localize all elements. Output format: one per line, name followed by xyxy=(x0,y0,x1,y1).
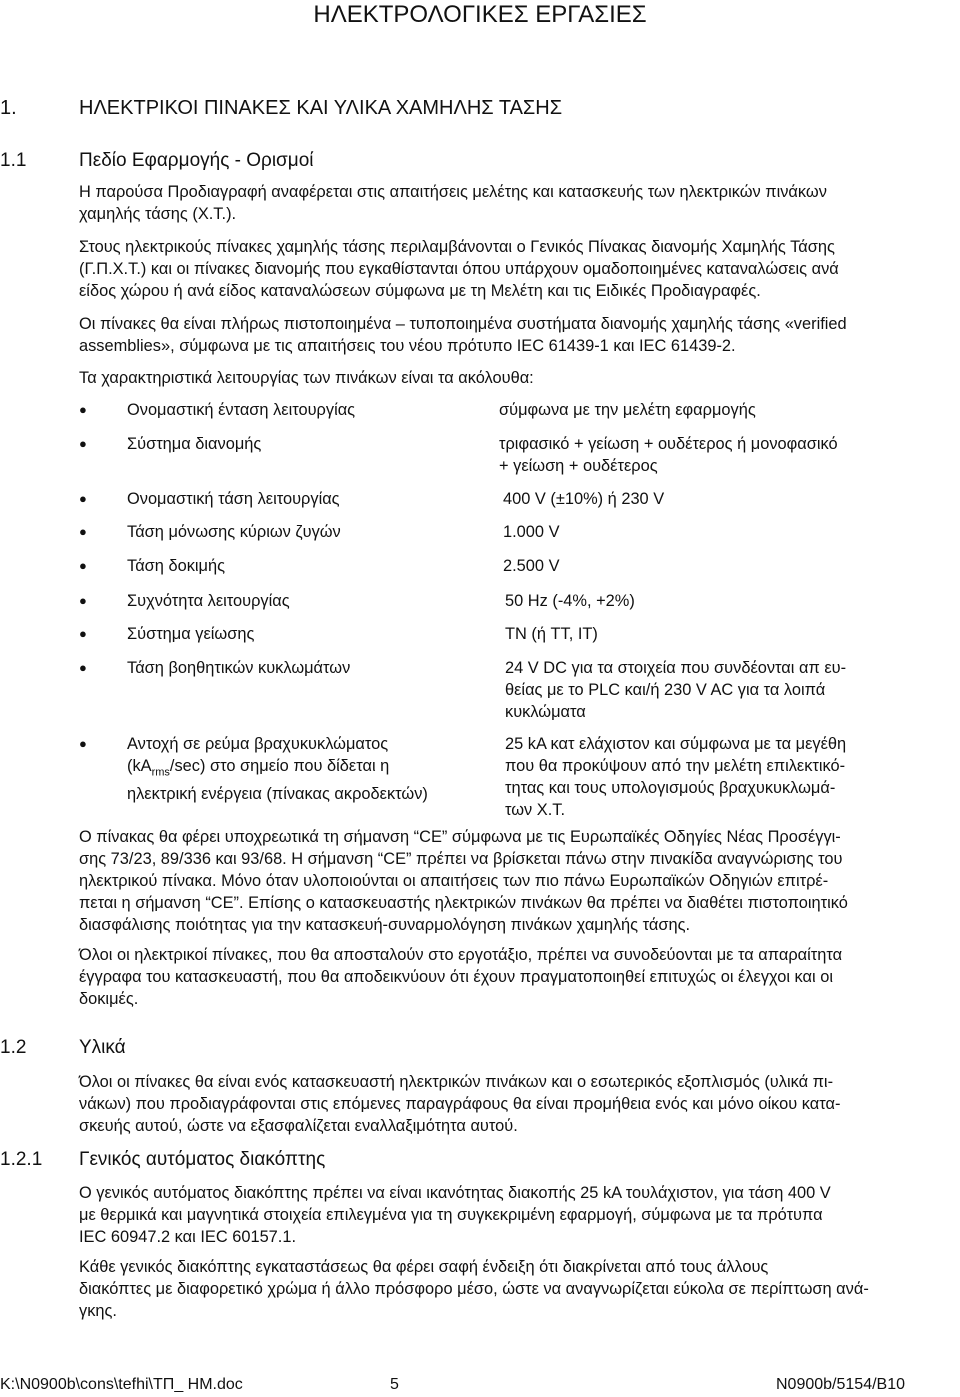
section-1-2-1-heading xyxy=(0,1147,325,1173)
spec-value xyxy=(499,433,838,477)
text-line: θείας με το PLC και/ή 230 V AC για τα λοιπά xyxy=(505,681,826,699)
text-line: τητας και τους υπολογισμούς βραχυκυκλωμά- xyxy=(505,779,836,797)
text-line: 25 kA κατ ελάχιστον και σύμφωνα με τα μεγέθη xyxy=(505,735,847,753)
text-line: νάκων) που προδιαγράφονται στις επόμενες παραγράφους θα είναι προμήθεια ενός και μόνο οίκου κατα- xyxy=(79,1095,841,1113)
text-line: διακόπτες με διαφορετικό χρώμα ή άλλο πρόσφορο μέσο, ώστε να αναγνωρίζεται εύκολα σε περίπτωση ανά- xyxy=(79,1280,869,1298)
subscript: rms xyxy=(151,766,170,779)
section-number: 1. xyxy=(0,97,17,119)
section-1-heading xyxy=(0,94,562,122)
text-line: σης 73/23, 89/336 και 93/68. Η σήμανση “CE” πρέπει να βρίσκεται πάνω στην πινακίδα αναγνώρισης του xyxy=(79,850,843,868)
section-1-1-heading xyxy=(0,148,314,174)
spec-value xyxy=(505,657,846,723)
text-line: ηλεκτρικού πίνακα. Μόνο όταν υλοποιούνται οι απαιτήσεις των πιο πάνω Ευρωπαϊκών Οδηγιών επιτρέ- xyxy=(79,872,829,890)
paragraph-breaker-marking xyxy=(79,1256,959,1322)
text-line: Ο πίνακας θα φέρει υποχρεωτικά τη σήμανση “CE” σύμφωνα με τις Ευρωπαϊκές Οδηγίες Νέας Προσέγγι- xyxy=(79,828,841,846)
text-line: (Γ.Π.Χ.Τ.) και οι πίνακες διανομής που εγκαθίστανται όπου υπάρχουν ομαδοποιημένες καταναλώσεις ανά xyxy=(79,260,839,278)
spec-label: Τάση βοηθητικών κυκλωμάτων xyxy=(127,659,351,677)
bullet-icon: ● xyxy=(79,736,87,751)
spec-label xyxy=(127,733,477,805)
bullet-icon: ● xyxy=(79,524,87,539)
text-line: Αντοχή σε ρεύμα βραχυκυκλώματος xyxy=(127,735,389,753)
text-line: Στους ηλεκτρικούς πίνακες χαμηλής τάσης περιλαμβάνονται ο Γενικός Πίνακας διανομής Χαμηλής Τάσης xyxy=(79,238,835,256)
spec-label: Ονομαστική τάση λειτουργίας xyxy=(127,490,340,508)
text-line: γκης. xyxy=(79,1302,117,1320)
text-line: + γείωση + ουδέτερος xyxy=(499,457,658,475)
spec-value: TN (ή TT, IT) xyxy=(505,625,598,643)
section-1-2-heading xyxy=(0,1035,126,1061)
paragraph-main-breaker xyxy=(79,1182,959,1248)
bullet-icon: ● xyxy=(79,402,87,417)
text-line: είδος χώρου ή ανά είδος καταναλώσεων σύμφωνα με τη Μελέτη και τις Ειδικές Προδιαγραφές. xyxy=(79,282,761,300)
text-line: δοκιμές. xyxy=(79,990,139,1008)
text-line: Κάθε γενικός διακόπτης εγκαταστάσεως θα φέρει σαφή ένδειξη ότι διακρίνεται από τους άλλους xyxy=(79,1258,769,1276)
text-line: Όλοι οι ηλεκτρικοί πίνακες, που θα αποσταλούν στο εργοτάξιο, πρέπει να συνοδεύονται με τα απαραίτητα xyxy=(79,946,843,964)
text-line: κυκλώματα xyxy=(505,703,586,721)
text-line: 24 V DC για τα στοιχεία που συνδέονται απ ευ- xyxy=(505,659,847,677)
bullet-icon: ● xyxy=(79,558,87,573)
footer-document-code: N0900b/5154/B10 xyxy=(776,1376,905,1393)
paragraph-materials xyxy=(79,1071,959,1137)
text-line: Όλοι οι πίνακες θα είναι ενός κατασκευαστή ηλεκτρικών πινάκων και ο εσωτερικός εξοπλισμός (υλικά πι- xyxy=(79,1073,834,1091)
text-line: με θερμικά και μαγνητικά στοιχεία επιλεγμένα για τη συγκεκριμένη εφαρμογή, σύμφωνα με τα πρότυπα xyxy=(79,1206,823,1224)
bullet-icon: ● xyxy=(79,491,87,506)
paragraph-scope xyxy=(79,181,959,225)
paragraph-documents xyxy=(79,944,959,1010)
section-title: Υλικά xyxy=(79,1037,126,1058)
paragraph-ce-marking xyxy=(79,826,959,936)
text-line: IEC 60947.2 και IEC 60157.1. xyxy=(79,1228,297,1246)
text-line: σκευής αυτού, ώστε να εξασφαλίζεται εναλλαξιμότητα αυτού. xyxy=(79,1117,518,1135)
text-line: assemblies», σύμφωνα με τις απαιτήσεις του νέου πρότυπο IEC 61439-1 και IEC 61439-2. xyxy=(79,337,736,355)
bullet-icon: ● xyxy=(79,660,87,675)
section-number: 1.1 xyxy=(0,150,27,171)
text-line: Ο γενικός αυτόματος διακόπτης πρέπει να είναι ικανότητας διακοπής 25 kA τουλάχιστον, για τάση 400 V xyxy=(79,1184,831,1202)
spec-value: 50 Hz (-4%, +2%) xyxy=(505,592,635,610)
bullet-icon: ● xyxy=(79,436,87,451)
section-number: 1.2.1 xyxy=(0,1149,43,1170)
spec-label: Σύστημα γείωσης xyxy=(127,625,255,643)
bullet-icon: ● xyxy=(79,593,87,608)
paragraph-panels xyxy=(79,236,959,302)
text-line: που θα προκύψουν από την μελέτη επιλεκτικό- xyxy=(505,757,846,775)
spec-label: Τάση μόνωσης κύριων ζυγών xyxy=(127,523,341,541)
text-line: ηλεκτρική ενέργεια (πίνακας ακροδεκτών) xyxy=(127,785,428,804)
paragraph-certification xyxy=(79,313,959,357)
spec-label: Σύστημα διανομής xyxy=(127,435,262,453)
text-line: των Χ.Τ. xyxy=(505,801,566,819)
section-title: ΗΛΕΚΤΡΙΚΟΙ ΠΙΝΑΚΕΣ ΚΑΙ ΥΛΙΚΑ ΧΑΜΗΛΗΣ ΤΑΣΗΣ xyxy=(79,97,563,119)
spec-value: σύμφωνα με την μελέτη εφαρμογής xyxy=(499,401,756,419)
text-line: πεται η σήμανση “CE”. Επίσης ο κατασκευαστής ηλεκτρικών πινάκων θα πρέπει να διαθέτει πιστοποιητικό xyxy=(79,894,848,912)
spec-label: Ονομαστική ένταση λειτουργίας xyxy=(127,401,356,419)
footer-file-path: K:\N0900b\cons\tefhi\ΤΠ_ ΗΜ.doc xyxy=(0,1376,243,1393)
text-line: διασφάλισης ποιότητας για την κατασκευή-συναρμολόγηση πινάκων χαμηλής τάσης. xyxy=(79,916,691,934)
text-line: έγγραφα του κατασκευαστή, που θα αποδεικνύουν ότι έχουν πραγματοποιηθεί επιτυχώς οι έλεγχοι και οι xyxy=(79,968,833,986)
section-number: 1.2 xyxy=(0,1037,27,1058)
text-line: χαμηλής τάσης (Χ.Τ.). xyxy=(79,205,237,223)
spec-label: Τάση δοκιμής xyxy=(127,557,226,575)
page-title: ΗΛΕΚΤΡΟΛΟΓΙΚΕΣ ΕΡΓΑΣΙΕΣ xyxy=(313,1,647,28)
text-line: τριφασικό + γείωση + ουδέτερος ή μονοφασικό xyxy=(499,435,838,453)
section-title: Γενικός αυτόματος διακόπτης xyxy=(79,1149,326,1170)
spec-label: Συχνότητα λειτουργίας xyxy=(127,592,290,610)
paragraph-specs-intro: Τα χαρακτηριστικά λειτουργίας των πινάκων είναι τα ακόλουθα: xyxy=(79,369,534,387)
text-line: Οι πίνακες θα είναι πλήρως πιστοποιημένα – τυποποιημένα συστήματα διανομής χαμηλής τάσης «verified xyxy=(79,315,847,333)
text-line: Η παρούσα Προδιαγραφή αναφέρεται στις απαιτήσεις μελέτης και κατασκευής των ηλεκτρικών πινάκων xyxy=(79,183,827,201)
spec-value: 400 V (±10%) ή 230 V xyxy=(503,490,665,508)
spec-value: 2.500 V xyxy=(503,557,560,575)
spec-value: 1.000 V xyxy=(503,523,560,541)
text-line: $(kA_{rms}/\sec)$ στο σημείο που δίδεται η xyxy=(127,757,390,779)
bullet-icon: ● xyxy=(79,626,87,641)
section-title: Πεδίο Εφαρμογής - Ορισμοί xyxy=(79,150,314,171)
spec-value xyxy=(505,733,846,821)
footer-page-number: 5 xyxy=(390,1376,399,1393)
